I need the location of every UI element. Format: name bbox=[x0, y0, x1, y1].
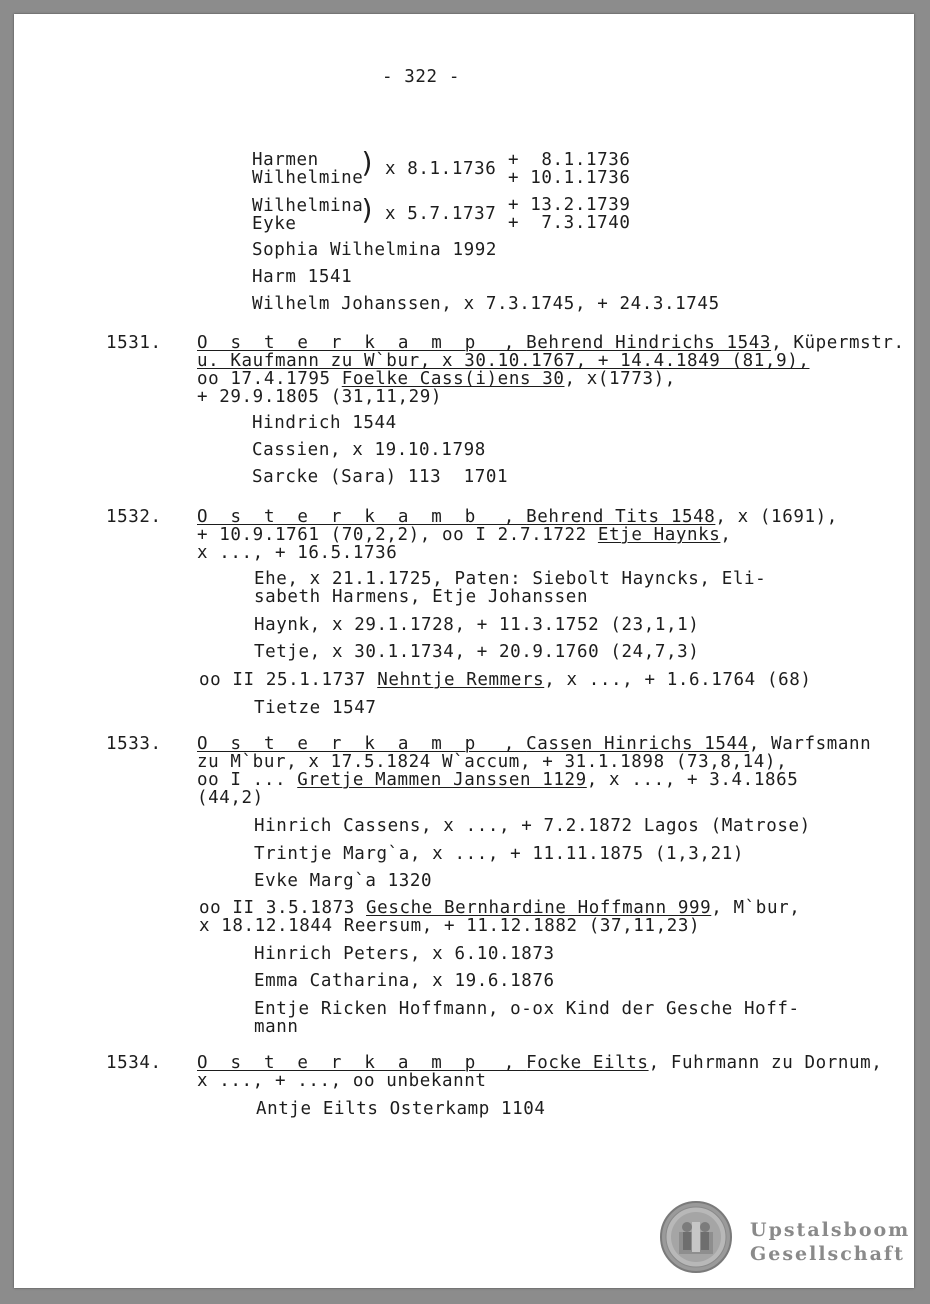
entry-line: zu M`bur, x 17.5.1824 W`accum, + 31.1.1898 (73,8,14), bbox=[197, 752, 788, 772]
child-line: Trintje Marg`a, x ..., + 11.11.1875 (1,3,21) bbox=[254, 844, 744, 864]
child-line: Harm 1541 bbox=[252, 267, 353, 287]
death-date: + 13.2.1739 bbox=[508, 195, 631, 215]
bracket: ) bbox=[359, 193, 376, 226]
entry-line: (44,2) bbox=[197, 788, 264, 808]
marriage-date: x 5.7.1737 bbox=[385, 204, 497, 224]
child-line: Entje Ricken Hoffmann, o-ox Kind der Gesche Hoff- bbox=[254, 999, 800, 1019]
entry-number: 1534. bbox=[106, 1053, 162, 1073]
person-name: Behrend Tits 1548 bbox=[526, 507, 716, 527]
seal-icon bbox=[659, 1200, 733, 1274]
name-eyke: Eyke bbox=[252, 214, 297, 234]
second-marriage: oo II 3.5.1873 Gesche Bernhardine Hoffmann 999, M`bur, bbox=[199, 898, 801, 918]
child-line: Antje Eilts Osterkamp 1104 bbox=[256, 1099, 546, 1119]
child-line: Ehe, x 21.1.1725, Paten: Siebolt Hayncks, Eli- bbox=[254, 569, 767, 589]
child-line: Haynk, x 29.1.1728, + 11.3.1752 (23,1,1) bbox=[254, 615, 700, 635]
death-date: + 7.3.1740 bbox=[508, 213, 631, 233]
spouse-name: Etje Haynks bbox=[597, 525, 721, 545]
entry-number: 1532. bbox=[106, 507, 162, 527]
child-line: sabeth Harmens, Etje Johanssen bbox=[254, 587, 589, 607]
name-wilhelmina: Wilhelmina bbox=[252, 196, 364, 216]
entry-line: + 29.9.1805 (31,11,29) bbox=[197, 387, 442, 407]
entry-line: x ..., + 16.5.1736 bbox=[197, 543, 398, 563]
entry-line: x 18.12.1844 Reersum, + 11.12.1882 (37,11,23) bbox=[199, 916, 701, 936]
child-line: mann bbox=[254, 1017, 299, 1037]
child-line: Evke Marg`a 1320 bbox=[254, 871, 433, 891]
entry-heading: O s t e r k a m p , Behrend Hindrichs 1543, Küpermstr. bbox=[197, 333, 905, 353]
marriage-date: x 8.1.1736 bbox=[385, 159, 497, 179]
child-line: Tietze 1547 bbox=[254, 698, 377, 718]
entry-line: oo I ... Gretje Mammen Janssen 1129, x ..., + 3.4.1865 bbox=[197, 770, 799, 790]
child-line: Emma Catharina, x 19.6.1876 bbox=[254, 971, 555, 991]
logo-line2: Gesellschaft bbox=[750, 1243, 905, 1265]
entry-line: + 10.9.1761 (70,2,2), oo I 2.7.1722 Etje Haynks, bbox=[197, 525, 732, 545]
spouse-name: Gesche Bernhardine Hoffmann 999 bbox=[366, 898, 712, 918]
name-wilhelmine: Wilhelmine bbox=[252, 168, 364, 188]
child-line: Sarcke (Sara) 113 1701 bbox=[252, 467, 509, 487]
person-name: Behrend Hindrichs 1543 bbox=[526, 333, 772, 353]
spouse-name: Gretje Mammen Janssen 1129 bbox=[297, 770, 587, 790]
person-name: Focke Eilts bbox=[526, 1053, 649, 1073]
logo-line1: Upstalsboom bbox=[750, 1219, 911, 1241]
spouse-name: Nehntje Remmers bbox=[377, 670, 545, 690]
surname: O s t e r k a m p bbox=[197, 734, 482, 754]
bracket: ) bbox=[359, 146, 376, 179]
name-harmen: Harmen bbox=[252, 150, 319, 170]
entry-heading: O s t e r k a m p , Focke Eilts, Fuhrmann zu Dornum, bbox=[197, 1053, 883, 1073]
child-line: Hindrich 1544 bbox=[252, 413, 397, 433]
entry-line: u. Kaufmann zu W`bur, x 30.10.1767, + 14.4.1849 (81,9), bbox=[197, 351, 810, 371]
child-line: Cassien, x 19.10.1798 bbox=[252, 440, 486, 460]
second-marriage: oo II 25.1.1737 Nehntje Remmers, x ..., + 1.6.1764 (68) bbox=[199, 670, 812, 690]
death-date: + 8.1.1736 bbox=[508, 150, 631, 170]
spouse-name: Foelke Cass(i)ens 30 bbox=[341, 369, 565, 389]
child-line: Sophia Wilhelmina 1992 bbox=[252, 240, 497, 260]
child-line: Wilhelm Johanssen, x 7.3.1745, + 24.3.1745 bbox=[252, 294, 720, 314]
child-line: Hinrich Peters, x 6.10.1873 bbox=[254, 944, 555, 964]
surname: O s t e r k a m b bbox=[197, 507, 482, 527]
entry-heading: O s t e r k a m b , Behrend Tits 1548, x (1691), bbox=[197, 507, 838, 527]
entry-number: 1531. bbox=[106, 333, 162, 353]
entry-line: x ..., + ..., oo unbekannt bbox=[197, 1071, 487, 1091]
entry-number: 1533. bbox=[106, 734, 162, 754]
child-line: Tetje, x 30.1.1734, + 20.9.1760 (24,7,3) bbox=[254, 642, 700, 662]
entry-line: oo 17.4.1795 Foelke Cass(i)ens 30, x(1773), bbox=[197, 369, 676, 389]
death-date: + 10.1.1736 bbox=[508, 168, 631, 188]
child-line: Hinrich Cassens, x ..., + 7.2.1872 Lagos (Matrose) bbox=[254, 816, 811, 836]
person-name: Cassen Hinrichs 1544 bbox=[526, 734, 749, 754]
entry-heading: O s t e r k a m p , Cassen Hinrichs 1544, Warfsmann bbox=[197, 734, 872, 754]
surname: O s t e r k a m p bbox=[197, 1053, 482, 1073]
page-number: - 322 - bbox=[382, 67, 460, 87]
surname: O s t e r k a m p bbox=[197, 333, 482, 353]
